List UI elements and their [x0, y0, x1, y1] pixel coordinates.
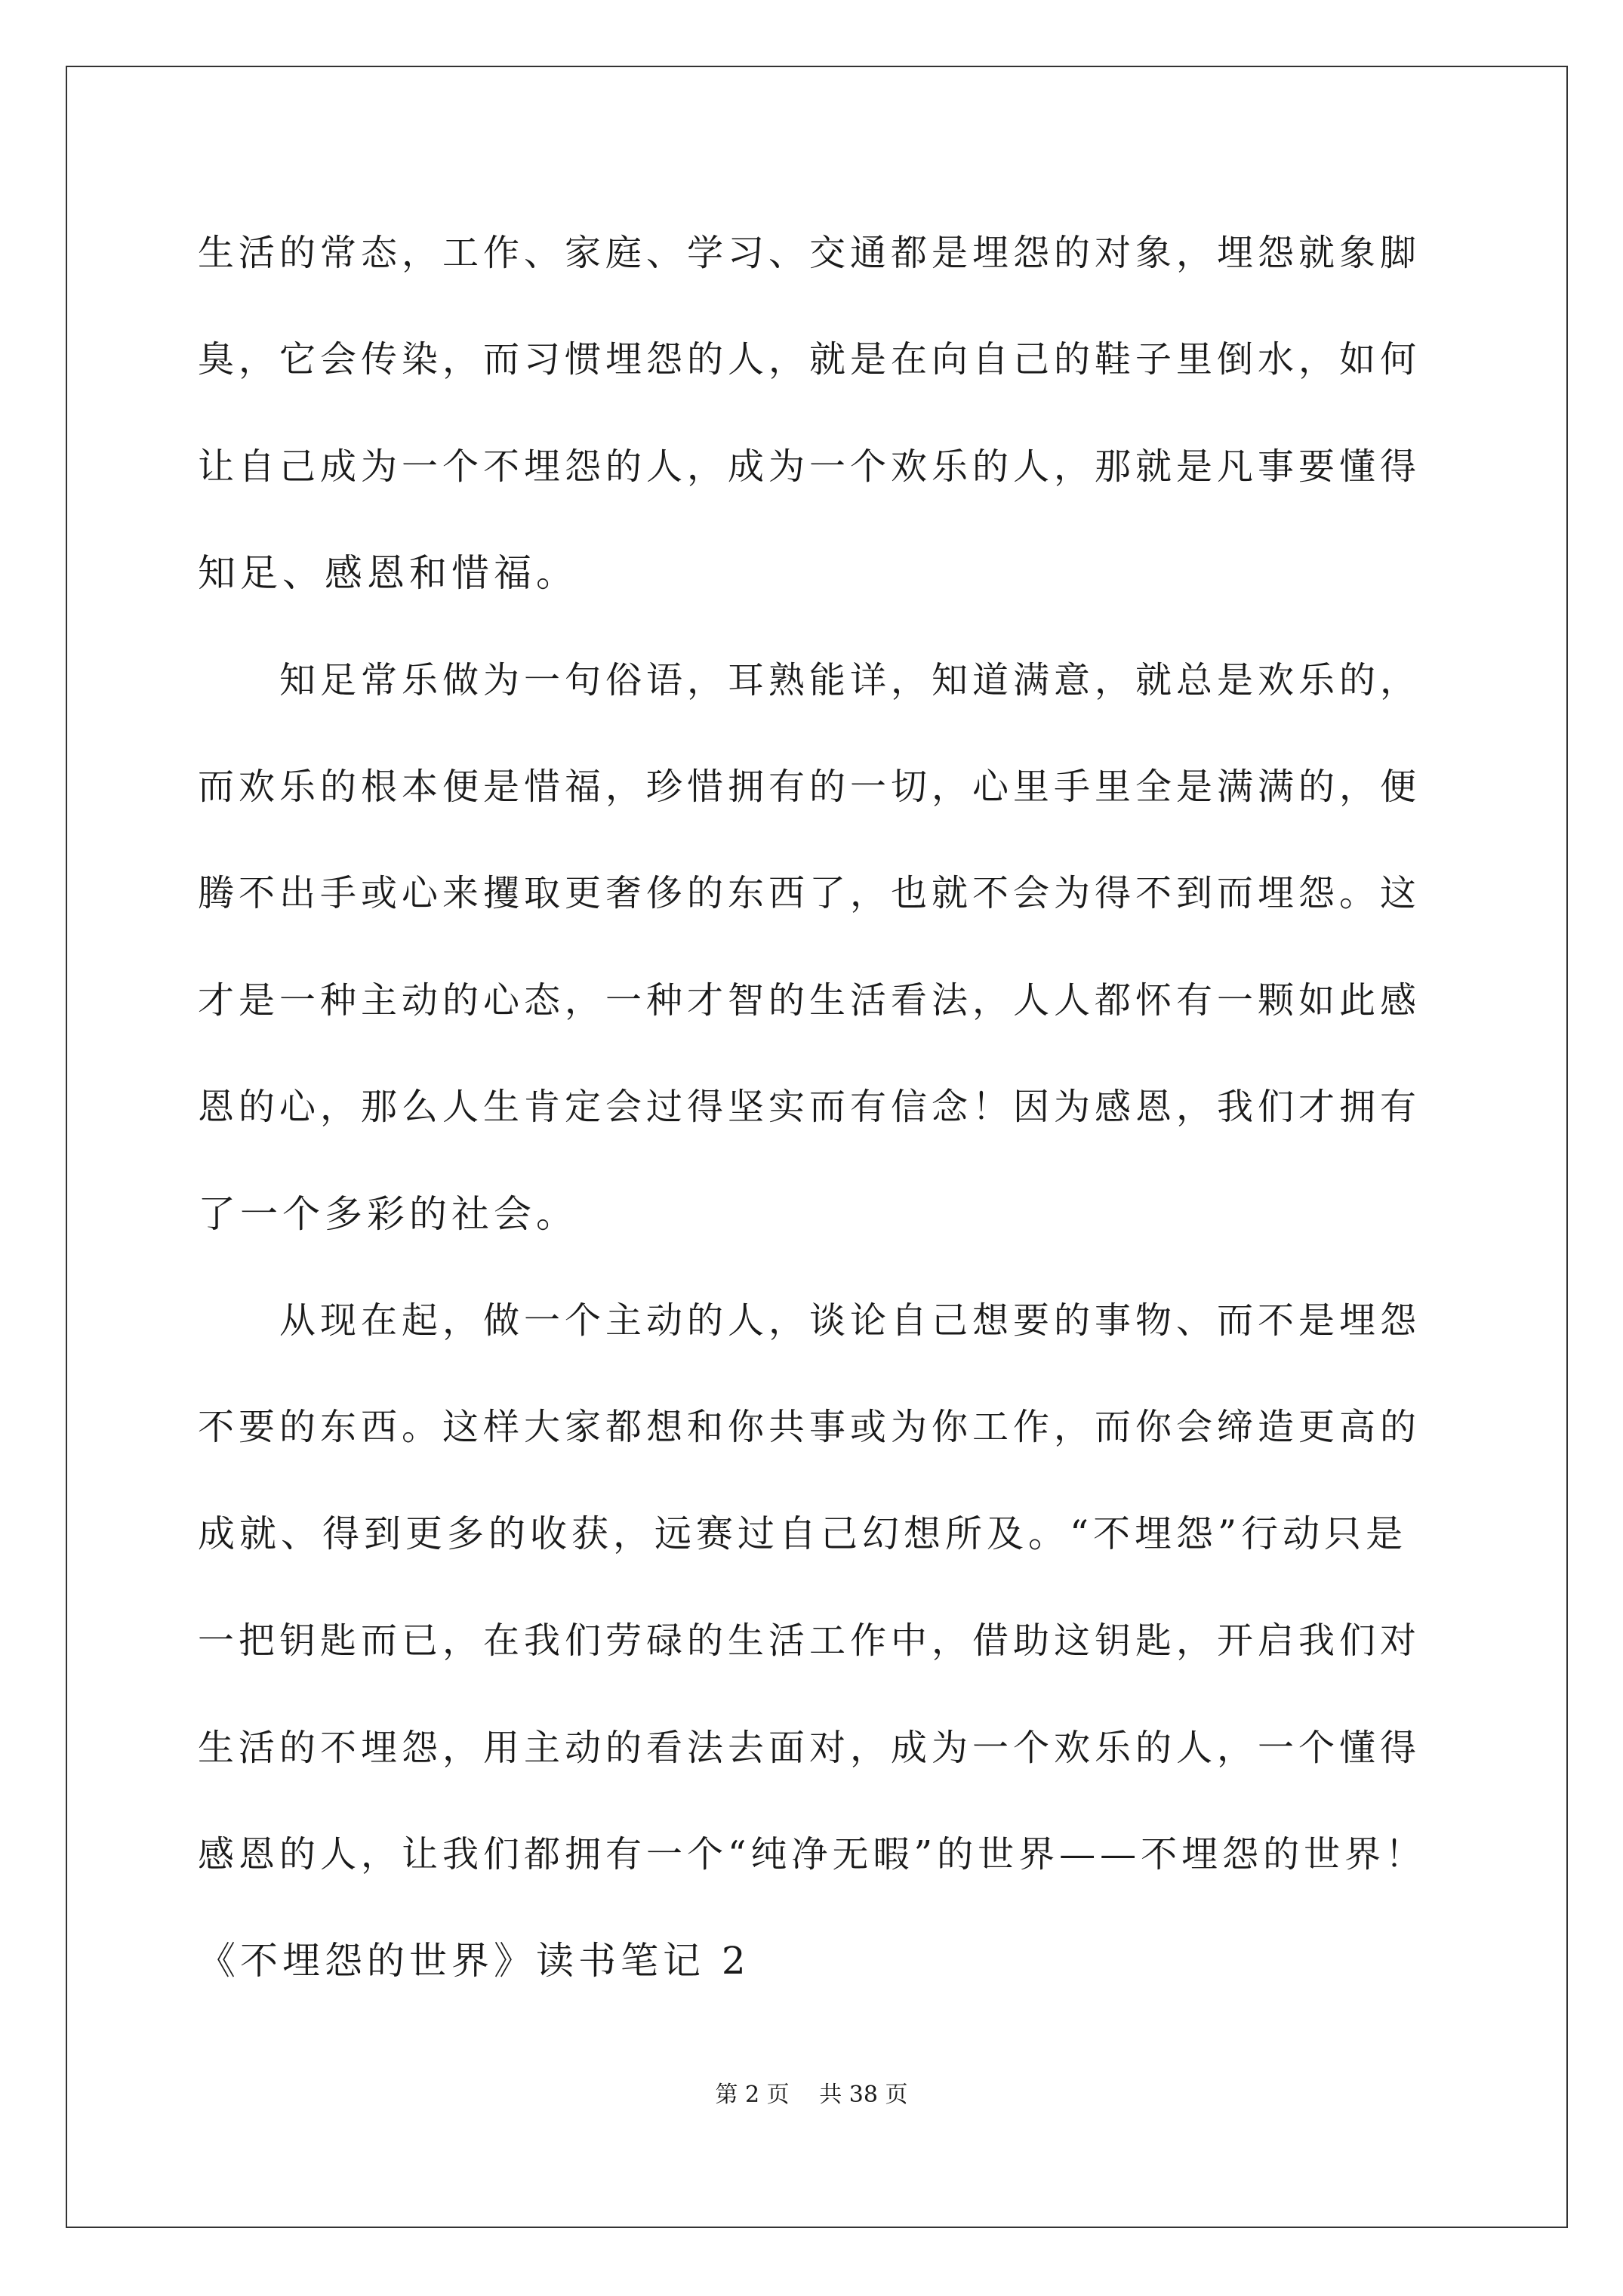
text-line: 从现在起，做一个主动的人，谈论自己想要的事物、而不是埋怨	[198, 1299, 1421, 1342]
text-line: 才是一种主动的心态，一种才智的生活看法，人人都怀有一颗如此感	[198, 979, 1421, 1022]
text-line: 知足常乐做为一句俗语，耳熟能详，知道满意，就总是欢乐的，	[198, 659, 1421, 701]
text-line: 生活的不埋怨，用主动的看法去面对，成为一个欢乐的人，一个懂得	[198, 1727, 1421, 1769]
text-line: 不要的东西。这样大家都想和你共事或为你工作，而你会缔造更高的	[198, 1406, 1421, 1448]
section-heading: 《不埋怨的世界》读书笔记 2	[198, 1939, 750, 1983]
text-line: 恩的心，那么人生肯定会过得坚实而有信念！因为感恩，我们才拥有	[198, 1086, 1421, 1128]
text-line: 而欢乐的根本便是惜福，珍惜拥有的一切，心里手里全是满满的，便	[198, 766, 1421, 808]
text-line: 腾不出手或心来攫取更奢侈的东西了，也就不会为得不到而埋怨。这	[198, 872, 1421, 914]
text-line: 臭，它会传染，而习惯埋怨的人，就是在向自己的鞋子里倒水，如何	[198, 338, 1421, 381]
text-line: 知足、感恩和惜福。	[198, 551, 578, 595]
text-line: 了一个多彩的社会。	[198, 1192, 578, 1236]
page-border	[66, 66, 1568, 2228]
text-line: 生活的常态，工作、家庭、学习、交通都是埋怨的对象，埋怨就象脚	[198, 232, 1421, 274]
text-line: 感恩的人，让我们都拥有一个“纯净无暇”的世界——不埋怨的世界！	[198, 1833, 1427, 1875]
page-number-footer: 第 2 页 共 38 页	[715, 2082, 908, 2108]
text-line: 让自己成为一个不埋怨的人，成为一个欢乐的人，那就是凡事要懂得	[198, 445, 1421, 488]
text-line: 成就、得到更多的收获，远赛过自己幻想所及。“不埋怨”行动只是	[198, 1512, 1408, 1555]
text-line: 一把钥匙而已，在我们劳碌的生活工作中，借助这钥匙，开启我们对	[198, 1620, 1421, 1662]
